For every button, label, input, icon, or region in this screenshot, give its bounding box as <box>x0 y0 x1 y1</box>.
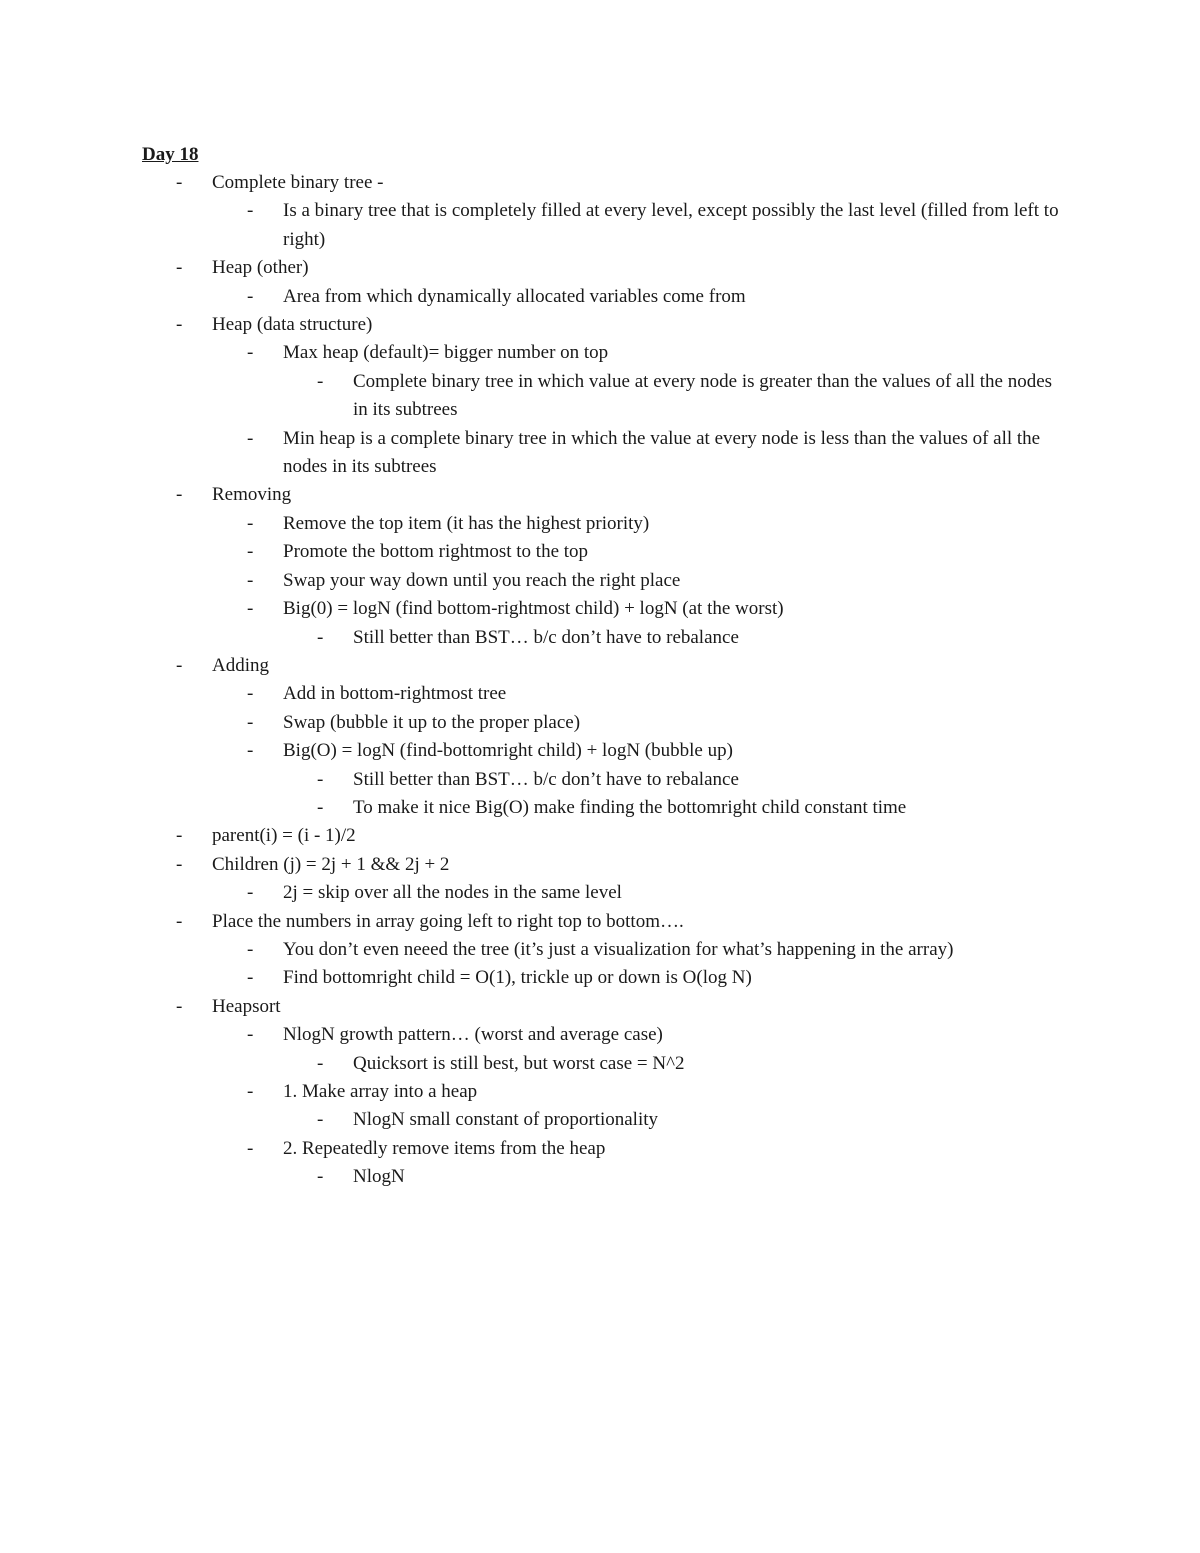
list-item <box>0 993 1200 1021</box>
list-item-text: Heapsort <box>212 995 281 1017</box>
list-item-text: Complete binary tree - <box>212 172 384 193</box>
list-item <box>0 510 1200 538</box>
bullet-dash: - <box>247 598 254 620</box>
bullet-dash: - <box>317 370 324 392</box>
bullet-dash: - <box>317 1166 324 1188</box>
list-item-text: Is a binary tree that is completely filled at every level, except possibly the last level (filled from left to right) <box>283 200 1059 250</box>
list-item-text: Adding <box>212 654 269 676</box>
list-item <box>0 1163 1200 1191</box>
bullet-dash: - <box>247 711 254 733</box>
bullet-dash: - <box>317 1052 324 1074</box>
list-item-text: Still better than BST… b/c don’t have to rebalance <box>353 626 739 648</box>
list-item <box>0 936 1200 964</box>
list-item <box>0 652 1200 680</box>
bullet-dash: - <box>176 995 183 1017</box>
list-item-text: Heap (other) <box>212 257 309 279</box>
bullet-dash: - <box>317 626 324 648</box>
list-item-text: You don’t even neeed the tree (it’s just a visualization for what’s happening in the array) <box>283 938 954 960</box>
list-item-text: Remove the top item (it has the highest priority) <box>283 512 650 534</box>
list-item <box>0 794 1200 822</box>
list-item <box>0 851 1200 879</box>
list-item <box>0 595 1200 623</box>
bullet-dash: - <box>247 1081 254 1102</box>
bullet-dash: - <box>247 938 254 960</box>
list-item <box>0 197 1200 254</box>
list-item <box>0 822 1200 850</box>
list-item-text: To make it nice Big(O) make finding the bottomright child constant time <box>353 796 907 818</box>
list-item-text: Swap your way down until you reach the right place <box>283 569 681 591</box>
list-item-text: Children (j) = 2j + 1 && 2j + 2 <box>212 853 450 875</box>
bullet-dash: - <box>176 314 183 336</box>
bullet-dash: - <box>247 882 254 904</box>
list-item-text: Big(0) = logN (find bottom-rightmost child) + logN (at the worst) <box>283 598 784 620</box>
list-item <box>0 624 1200 652</box>
list-item-text: Promote the bottom rightmost to the top <box>283 541 589 563</box>
list-item <box>0 1050 1200 1078</box>
list-item-text: Swap (bubble it up to the proper place) <box>283 711 581 733</box>
list-item <box>0 538 1200 566</box>
list-item-text: 2. Repeatedly remove items from the heap <box>283 1137 606 1159</box>
bullet-dash: - <box>247 200 254 222</box>
list-item <box>0 311 1200 339</box>
list-item <box>0 425 1200 482</box>
bullet-dash: - <box>176 910 183 932</box>
list-item <box>0 1106 1200 1134</box>
list-item <box>0 254 1200 282</box>
list-item <box>0 680 1200 708</box>
list-item-text: Still better than BST… b/c don’t have to rebalance <box>353 768 739 790</box>
list-item-text: Removing <box>212 484 292 506</box>
bullet-dash: - <box>317 768 324 790</box>
list-item <box>0 567 1200 595</box>
list-item-text: NlogN small constant of proportionality <box>353 1109 659 1131</box>
list-item <box>0 169 1200 197</box>
bullet-dash: - <box>247 967 254 989</box>
list-item <box>0 283 1200 311</box>
bullet-dash: - <box>176 172 183 193</box>
bullet-dash: - <box>176 853 183 875</box>
bullet-dash: - <box>176 825 183 847</box>
bullet-dash: - <box>247 1024 254 1046</box>
list-item-text: Place the numbers in array going left to right top to bottom…. <box>212 910 684 932</box>
list-item <box>0 368 1200 425</box>
list-item <box>0 908 1200 936</box>
list-item <box>0 1135 1200 1163</box>
list-item-text: NlogN <box>353 1166 405 1188</box>
list-item-text: Find bottomright child = O(1), trickle up or down is O(log N) <box>283 967 752 989</box>
list-item-text: Quicksort is still best, but worst case = N^2 <box>353 1052 685 1074</box>
bullet-dash: - <box>247 683 254 705</box>
bullet-dash: - <box>247 427 254 449</box>
list-item <box>0 964 1200 992</box>
list-item-text: Max heap (default)= bigger number on top <box>283 342 609 364</box>
bullet-dash: - <box>247 1137 254 1159</box>
bullet-dash: - <box>176 654 183 676</box>
list-item <box>0 879 1200 907</box>
page-title: Day 18 <box>142 144 199 165</box>
list-item-text: Area from which dynamically allocated variables come from <box>283 285 746 307</box>
list-item-text: 2j = skip over all the nodes in the same level <box>283 882 622 904</box>
list-item <box>0 481 1200 509</box>
list-item-text: 1. Make array into a heap <box>283 1081 478 1102</box>
list-item-text: Min heap is a complete binary tree in which the value at every node is less than the values of all the nodes in its subtrees <box>283 427 1041 478</box>
list-item-text: Complete binary tree in which value at every node is greater than the values of all the nodes in its subtrees <box>353 370 1053 421</box>
list-item <box>0 1078 1200 1106</box>
bullet-dash: - <box>317 796 324 818</box>
list-item <box>0 1021 1200 1049</box>
notes-list <box>0 169 1200 1192</box>
list-item-text: Add in bottom-rightmost tree <box>283 683 507 705</box>
bullet-dash: - <box>176 484 183 506</box>
list-item-text: Heap (data structure) <box>212 314 373 336</box>
list-item <box>0 766 1200 794</box>
bullet-dash: - <box>247 512 254 534</box>
list-item-text: NlogN growth pattern… (worst and average case) <box>283 1024 663 1046</box>
bullet-dash: - <box>247 740 254 762</box>
bullet-dash: - <box>176 257 183 279</box>
list-item-text: Big(O) = logN (find-bottomright child) + logN (bubble up) <box>283 740 733 762</box>
bullet-dash: - <box>317 1109 324 1131</box>
bullet-dash: - <box>247 342 254 364</box>
list-item <box>0 737 1200 765</box>
list-item <box>0 339 1200 367</box>
bullet-dash: - <box>247 285 254 307</box>
list-item <box>0 709 1200 737</box>
bullet-dash: - <box>247 541 254 563</box>
bullet-dash: - <box>247 569 254 591</box>
list-item-text: parent(i) = (i - 1)/2 <box>212 825 356 847</box>
